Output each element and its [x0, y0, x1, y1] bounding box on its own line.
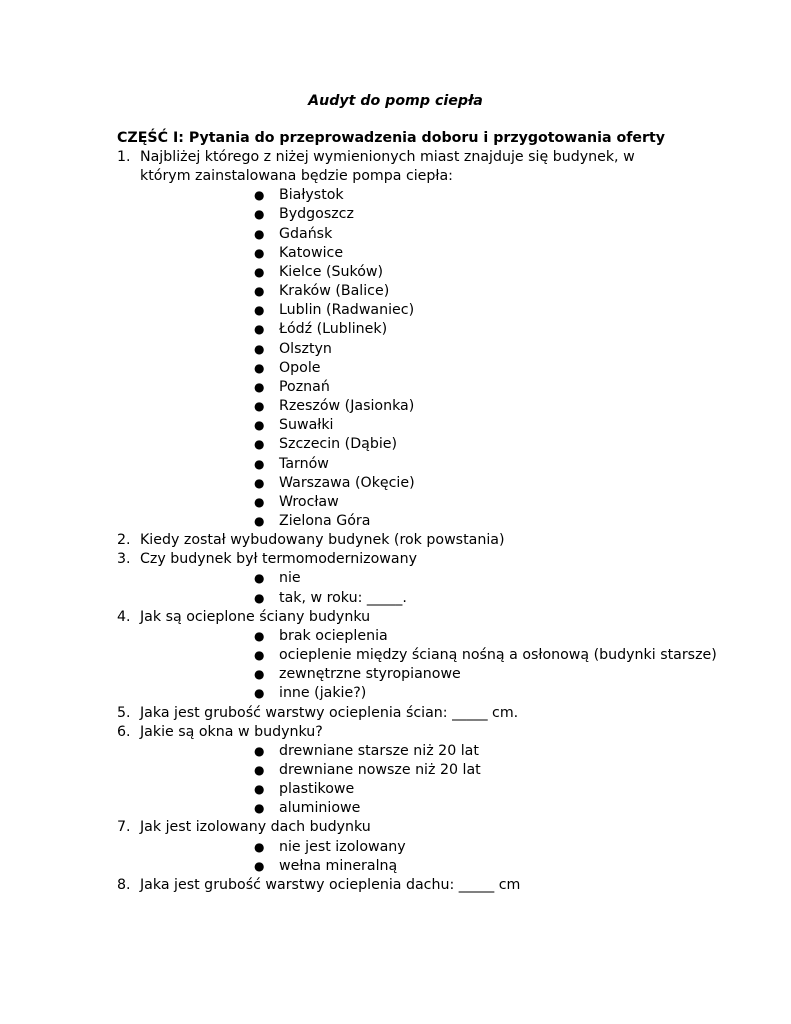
option-list — [0, 627, 791, 704]
option-item — [0, 244, 791, 263]
option-label: Łódź (Lublinek) — [279, 321, 388, 338]
option-label: nie — [279, 570, 301, 587]
option-label: Rzeszów (Jasionka) — [279, 398, 415, 415]
option-item — [0, 646, 791, 665]
option-item — [0, 493, 791, 512]
bullet-icon: ● — [254, 475, 265, 490]
option-label: Warszawa (Okęcie) — [279, 474, 415, 491]
option-label: drewniane starsze niż 20 lat — [279, 742, 479, 759]
option-item — [0, 857, 791, 876]
option-label: aluminiowe — [279, 800, 361, 817]
option-item — [0, 301, 791, 320]
option-label: Zielona Góra — [279, 512, 371, 529]
option-item — [0, 340, 791, 359]
question-text: Najbliżej którego z niżej wymienionych miast znajduje się budynek, w którym zainstalowana będzie pompa ciepła: — [140, 149, 635, 185]
question-item — [0, 608, 791, 627]
option-item — [0, 569, 791, 588]
question-number: 4. — [117, 608, 131, 625]
option-label: Szczecin (Dąbie) — [279, 436, 398, 453]
question-text: Kiedy został wybudowany budynek (rok powstania) — [140, 532, 505, 549]
bullet-icon: ● — [254, 648, 265, 663]
question-number: 5. — [117, 704, 131, 721]
option-label: drewniane nowsze niż 20 lat — [279, 762, 481, 778]
questions-list — [0, 148, 791, 895]
bullet-icon: ● — [254, 322, 265, 337]
bullet-icon: ● — [254, 590, 265, 605]
option-item — [0, 780, 791, 799]
option-item — [0, 684, 791, 703]
bullet-icon: ● — [254, 226, 265, 241]
option-item — [0, 512, 791, 531]
bullet-icon: ● — [254, 858, 265, 873]
question-number: 8. — [117, 876, 131, 893]
bullet-icon: ● — [254, 494, 265, 509]
option-label: Gdańsk — [279, 225, 333, 242]
bullet-icon: ● — [254, 763, 265, 777]
question-text: Jaka jest grubość warstwy ocieplenia ścian: _____ cm. — [140, 704, 519, 721]
option-label: Białystok — [279, 187, 344, 204]
bullet-icon: ● — [254, 264, 265, 279]
option-item — [0, 225, 791, 244]
option-label: ocieplenie między ścianą nośną a osłonową (budynki starsze) — [279, 647, 717, 664]
option-item — [0, 742, 791, 761]
bullet-icon: ● — [254, 399, 265, 414]
option-item — [0, 320, 791, 339]
question-text: Jakie są okna w budynku? — [140, 723, 323, 740]
option-label: Bydgoszcz — [279, 206, 354, 223]
bullet-icon: ● — [254, 571, 265, 586]
option-item — [0, 282, 791, 301]
bullet-icon: ● — [254, 513, 265, 528]
bullet-icon: ● — [254, 437, 265, 452]
option-list — [0, 742, 791, 819]
option-item — [0, 435, 791, 454]
question-number: 3. — [117, 551, 131, 568]
option-item — [0, 799, 791, 818]
bullet-icon: ● — [254, 667, 265, 682]
bullet-icon: ● — [254, 628, 265, 643]
bullet-icon: ● — [254, 284, 265, 299]
bullet-icon: ● — [254, 782, 265, 797]
option-list — [0, 569, 791, 607]
option-label: Kielce (Suków) — [279, 263, 384, 280]
option-label: zewnętrzne styropianowe — [279, 666, 461, 683]
question-item — [0, 704, 791, 723]
option-label: Tarnów — [279, 455, 329, 472]
bullet-icon: ● — [254, 801, 265, 816]
option-item — [0, 761, 791, 780]
option-item — [0, 205, 791, 224]
question-item — [0, 148, 791, 186]
option-item — [0, 263, 791, 282]
bullet-icon: ● — [254, 686, 265, 701]
section-heading: CZĘŚĆ I: Pytania do przeprowadzenia doboru i przygotowania oferty — [117, 130, 666, 146]
bullet-icon: ● — [254, 379, 265, 394]
option-label: Suwałki — [279, 417, 334, 434]
option-item — [0, 474, 791, 493]
bullet-icon: ● — [254, 418, 265, 433]
question-text: Jak są ocieplone ściany budynku — [140, 608, 371, 625]
question-text: Jaka jest grubość warstwy ocieplenia dachu: _____ cm — [140, 876, 521, 893]
question-number: 2. — [117, 532, 131, 549]
bullet-icon: ● — [254, 188, 265, 203]
question-item — [0, 876, 791, 895]
option-label: Poznań — [279, 378, 330, 395]
bullet-icon: ● — [254, 456, 265, 471]
question-number: 7. — [117, 819, 131, 836]
option-item — [0, 186, 791, 205]
bullet-icon: ● — [254, 303, 265, 318]
option-list — [0, 186, 791, 531]
bullet-icon: ● — [254, 341, 265, 356]
question-item — [0, 531, 791, 550]
option-label: inne (jakie?) — [279, 685, 367, 702]
option-item — [0, 627, 791, 646]
question-item — [0, 723, 791, 742]
option-label: nie jest izolowany — [279, 838, 406, 855]
option-list — [0, 838, 791, 876]
option-label: tak, w roku: _____. — [279, 589, 407, 606]
document-title: Audyt do pomp ciepła — [308, 93, 483, 109]
bullet-icon: ● — [254, 743, 265, 758]
question-number: 1. — [117, 149, 131, 165]
bullet-icon: ● — [254, 839, 265, 854]
bullet-icon: ● — [254, 207, 265, 222]
option-item — [0, 455, 791, 474]
question-text: Jak jest izolowany dach budynku — [140, 819, 371, 836]
option-item — [0, 838, 791, 857]
option-item — [0, 378, 791, 397]
option-label: brak ocieplenia — [279, 627, 388, 644]
option-label: Katowice — [279, 244, 344, 261]
option-label: plastikowe — [279, 781, 355, 798]
question-text: Czy budynek był termomodernizowany — [140, 551, 417, 568]
question-item — [0, 550, 791, 569]
option-item — [0, 397, 791, 416]
question-item — [0, 818, 791, 837]
option-label: Opole — [279, 359, 321, 376]
bullet-icon: ● — [254, 245, 265, 260]
option-label: Olsztyn — [279, 340, 332, 357]
option-item — [0, 665, 791, 684]
option-label: Lublin (Radwaniec) — [279, 302, 415, 319]
bullet-icon: ● — [254, 360, 265, 375]
option-label: Kraków (Balice) — [279, 283, 390, 300]
option-label: wełna mineralną — [279, 857, 398, 874]
option-label: Wrocław — [279, 493, 339, 510]
option-item — [0, 359, 791, 378]
option-item — [0, 416, 791, 435]
option-item — [0, 589, 791, 608]
question-number: 6. — [117, 723, 131, 740]
